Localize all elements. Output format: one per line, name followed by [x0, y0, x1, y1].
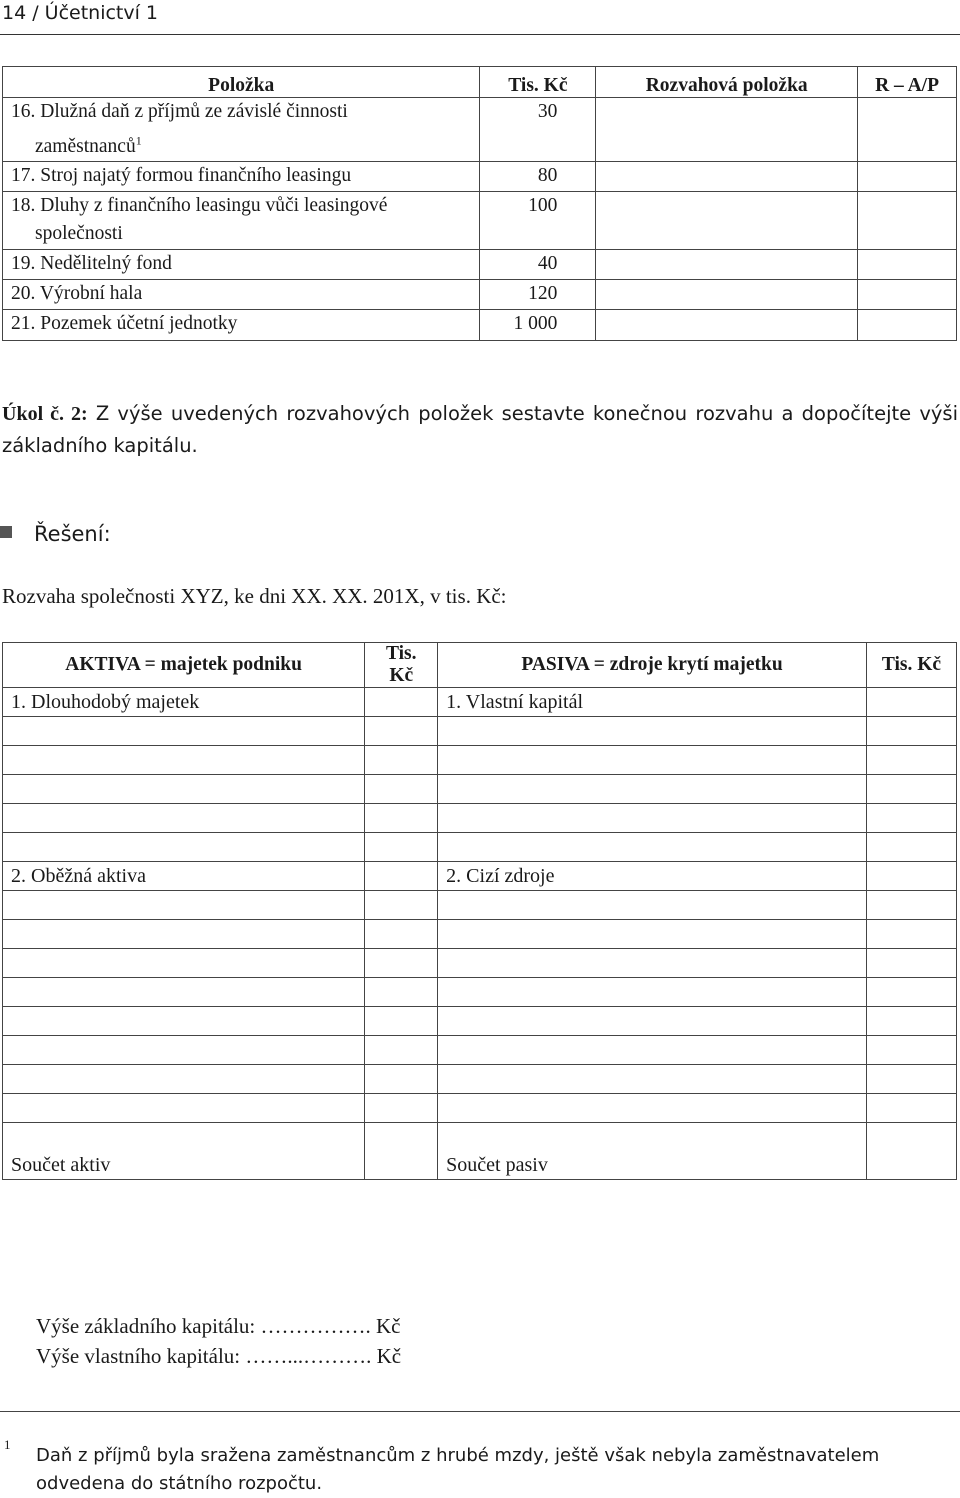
value-cell: 30 [480, 98, 596, 162]
liabilities-value-cell [866, 1036, 956, 1065]
table-row [3, 1094, 957, 1123]
table-row [3, 1036, 957, 1065]
table-row [3, 775, 957, 804]
assets-cell [3, 1007, 365, 1036]
col-header-item: Položka [3, 67, 480, 98]
liabilities-cell [438, 949, 867, 978]
assets-value-cell [365, 1094, 438, 1123]
table-row [3, 98, 957, 162]
solution-heading [0, 522, 111, 546]
assets-value-cell [365, 833, 438, 862]
side-cell [858, 191, 957, 249]
item-cell: 21. Pozemek účetní jednotky [3, 309, 480, 340]
assets-value-cell [365, 949, 438, 978]
value-cell: 120 [480, 279, 596, 309]
footnote-ref: 1 [135, 133, 142, 147]
solution-label: Řešení: [34, 522, 111, 546]
assets-value-cell [365, 920, 438, 949]
value-cell: 100 [480, 191, 596, 249]
sum-row [3, 1123, 957, 1180]
assets-value-cell [365, 804, 438, 833]
table-row [3, 891, 957, 920]
liabilities-value-cell [866, 775, 956, 804]
table-row [3, 1007, 957, 1036]
table-row [3, 746, 957, 775]
liabilities-cell [438, 775, 867, 804]
liabilities-value-cell [866, 949, 956, 978]
table-row [3, 309, 957, 340]
share-capital-line: Výše základního kapitálu: ……………. Kč [36, 1314, 401, 1338]
liabilities-cell [438, 891, 867, 920]
assets-value-cell [365, 1065, 438, 1094]
col-header-liabilities: PASIVA = zdroje krytí majetku [438, 643, 867, 688]
sum-liabilities-label: Součet pasiv [438, 1123, 867, 1180]
balance-item-cell [596, 279, 858, 309]
balance-item-cell [596, 309, 858, 340]
task-label: Úkol č. 2: [2, 403, 88, 425]
col-header-value: Tis. Kč [480, 67, 596, 98]
liabilities-value-cell [866, 1007, 956, 1036]
col-header-balance-item: Rozvahová položka [596, 67, 858, 98]
section-row [3, 862, 957, 891]
balance-item-cell [596, 161, 858, 191]
liabilities-value-cell [866, 1094, 956, 1123]
balance-item-cell [596, 191, 858, 249]
liabilities-value-cell [866, 1065, 956, 1094]
sum-assets-label: Součet aktiv [3, 1123, 365, 1180]
assets-value-cell [365, 891, 438, 920]
assets-section-current: 2. Oběžná aktiva [3, 862, 365, 891]
liabilities-section-debt: 2. Cizí zdroje [438, 862, 867, 891]
liabilities-cell [438, 833, 867, 862]
col-header-side: R – A/P [858, 67, 957, 98]
assets-cell [3, 920, 365, 949]
assets-cell [3, 891, 365, 920]
table-row [3, 920, 957, 949]
liabilities-cell [438, 746, 867, 775]
col-header-assets: AKTIVA = majetek podniku [3, 643, 365, 688]
table-row [3, 833, 957, 862]
assets-value-cell [365, 717, 438, 746]
assets-value-cell [365, 862, 438, 891]
table-row [3, 191, 957, 249]
liabilities-value-cell [866, 746, 956, 775]
col-header-assets-value: Tis. Kč [365, 643, 438, 688]
liabilities-cell [438, 978, 867, 1007]
liabilities-cell [438, 717, 867, 746]
table-row [3, 804, 957, 833]
item-text-cont [11, 133, 142, 157]
assets-value-cell [365, 746, 438, 775]
assets-value-cell [365, 688, 438, 717]
liabilities-value-cell [866, 862, 956, 891]
liabilities-cell [438, 920, 867, 949]
items-table-header [3, 67, 957, 98]
item-text-line2: zaměstnanců [35, 135, 136, 157]
table-row [3, 978, 957, 1007]
balance-sheet-title: Rozvaha společnosti XYZ, ke dni XX. XX. 201X, v tis. Kč: [2, 584, 507, 608]
footnote-text: Daň z příjmů byla sražena zaměstnancům z hrubé mzdy, ještě však nebyla zaměstnavatelem odvedena do státního rozpočtu. [36, 1445, 880, 1494]
assets-value-cell [365, 1007, 438, 1036]
sum-liabilities-value [866, 1123, 956, 1180]
liabilities-cell [438, 1065, 867, 1094]
section-row [3, 688, 957, 717]
liabilities-value-cell [866, 978, 956, 1007]
item-cell [3, 98, 480, 162]
side-cell [858, 161, 957, 191]
item-text-line2: společnosti [35, 222, 123, 244]
liabilities-value-cell [866, 717, 956, 746]
item-text: 16. Dlužná daň z příjmů ze závislé činnosti [11, 101, 348, 122]
assets-value-cell [365, 1036, 438, 1065]
side-cell [858, 279, 957, 309]
items-table [2, 66, 957, 341]
square-bullet-icon [0, 526, 12, 538]
assets-cell [3, 978, 365, 1007]
value-cell: 1 000 [480, 309, 596, 340]
table-row [3, 949, 957, 978]
sum-assets-value [365, 1123, 438, 1180]
item-cell: 19. Nedělitelný fond [3, 249, 480, 279]
liabilities-cell [438, 1094, 867, 1123]
page-header-text: 14 / Účetnictví 1 [2, 2, 159, 24]
balance-item-cell [596, 98, 858, 162]
assets-cell [3, 775, 365, 804]
assets-cell [3, 1036, 365, 1065]
balance-item-cell [596, 249, 858, 279]
table-row [3, 161, 957, 191]
liabilities-section-equity: 1. Vlastní kapitál [438, 688, 867, 717]
liabilities-value-cell [866, 920, 956, 949]
assets-cell [3, 949, 365, 978]
liabilities-cell [438, 1007, 867, 1036]
col-header-liabilities-value: Tis. Kč [866, 643, 956, 688]
balance-sheet-table [2, 642, 957, 1180]
liabilities-cell [438, 1036, 867, 1065]
value-cell: 80 [480, 161, 596, 191]
item-cell [3, 191, 480, 249]
assets-cell [3, 804, 365, 833]
item-cell: 20. Výrobní hala [3, 279, 480, 309]
assets-value-cell [365, 775, 438, 804]
page-header [0, 0, 960, 35]
assets-value-cell [365, 978, 438, 1007]
liabilities-value-cell [866, 804, 956, 833]
balance-sheet-header [3, 643, 957, 688]
table-row [3, 249, 957, 279]
liabilities-value-cell [866, 891, 956, 920]
table-row [3, 1065, 957, 1094]
assets-cell [3, 717, 365, 746]
side-cell [858, 98, 957, 162]
liabilities-cell [438, 804, 867, 833]
assets-section-long-term: 1. Dlouhodobý majetek [3, 688, 365, 717]
item-cell: 17. Stroj najatý formou finančního leasingu [3, 161, 480, 191]
assets-cell [3, 1094, 365, 1123]
footnote-divider [0, 1411, 960, 1412]
side-cell [858, 309, 957, 340]
assets-cell [3, 746, 365, 775]
side-cell [858, 249, 957, 279]
footnote-mark: 1 [4, 1437, 11, 1452]
table-row [3, 279, 957, 309]
equity-line: Výše vlastního kapitálu: ……...………. Kč [36, 1344, 402, 1368]
item-text: 18. Dluhy z finančního leasingu vůči leasingové [11, 194, 388, 216]
table-row [3, 717, 957, 746]
task-paragraph [2, 398, 958, 461]
task-text: Z výše uvedených rozvahových položek sestavte konečnou rozvahu a dopočítejte výši základního kapitálu. [2, 402, 958, 457]
value-cell: 40 [480, 249, 596, 279]
assets-cell [3, 1065, 365, 1094]
liabilities-value-cell [866, 688, 956, 717]
assets-cell [3, 833, 365, 862]
liabilities-value-cell [866, 833, 956, 862]
